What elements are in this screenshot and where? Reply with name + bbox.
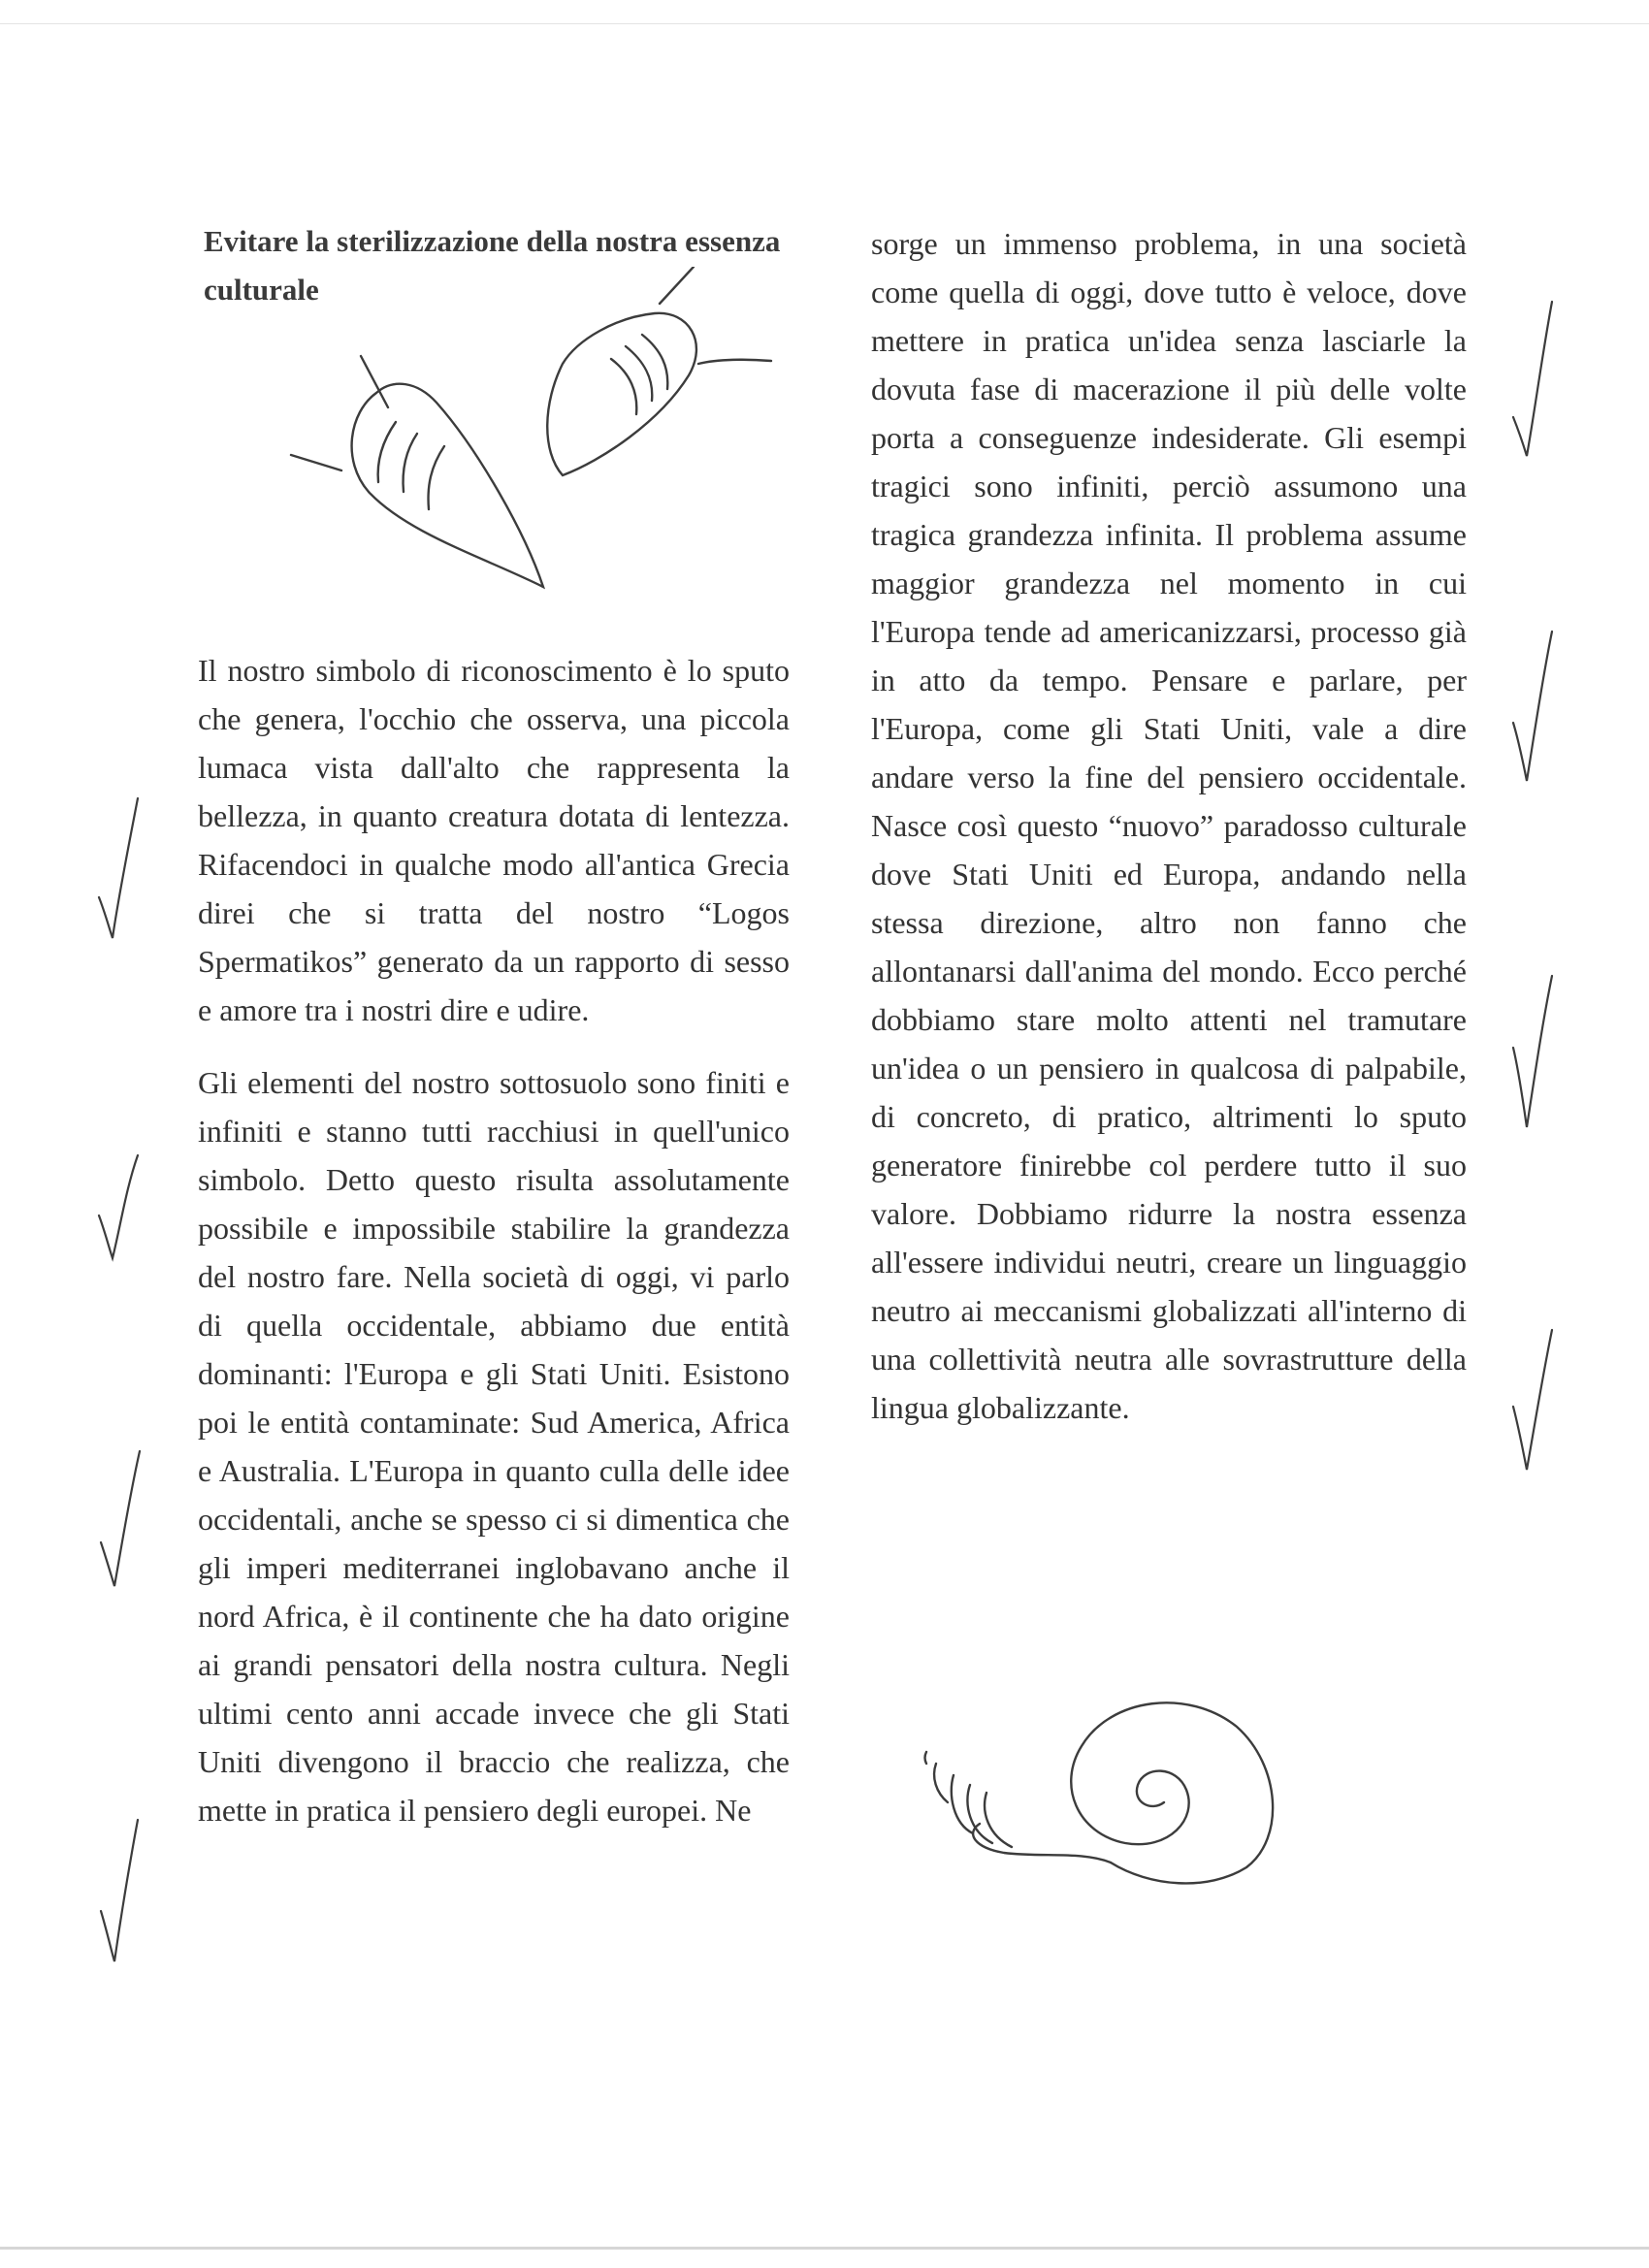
- check-mark-icon: [97, 1814, 146, 1969]
- article-heading: Evitare la sterilizzazione della nostra essenza culturale: [204, 224, 781, 307]
- check-mark-icon: [1509, 296, 1558, 461]
- paragraph-intro: Il nostro simbolo di riconoscimento è lo sputo che genera, l'occhio che osserva, una piccola lumaca vista dall'alto che rappresenta la bellezza, in quanto creatura dotata di lentezza. Rifacendoci in qualche modo all'antica Grecia direi che si tratta del nostro “Logos Spermatikos” generato da un rapporto di sesso e amore tra i nostri dire e udire.: [198, 653, 790, 1027]
- scan-bottom-edge: [0, 2247, 1649, 2250]
- paragraph-problem: sorge un immenso problema, in una società come quella di oggi, dove tutto è veloce, dove mettere in pratica un'idea senza lasciarle la dovuta fase di macerazione il più delle volte porta a conseguenze indesiderate. Gli esempi tragici sono infiniti, perciò assumono una tragica grandezza infinita. Il problema assume maggior grandezza nel momento in cui l'Europa tende ad americanizzarsi, processo già in atto da tempo. Pensare e parlare, per l'Europa, come gli Stati Uniti, vale a dire andare verso la fine del pensiero occidentale. Nasce così questo “nuovo” paradosso culturale dove Stati Uniti ed Europa, andando nella stessa direzione, altro non fanno che allontanarsi dall'anima del mondo. Ecco perché dobbiamo stare molto attenti nel tramutare un'idea o un pensiero in qualcosa di palpabile, di concreto, di pratico, altrimenti lo sputo generatore finirebbe col perdere tutto il suo valore. Dobbiamo ridurre la nostra essenza all'essere individui neutri, creare un linguaggio neutro ai meccanismi globalizzati all'interno di una collettività neutra alle sovrastrutture della lingua globalizzante.: [871, 226, 1467, 1425]
- snail-spiral-illustration: [897, 1688, 1285, 1911]
- scan-top-edge: [0, 23, 1649, 24]
- seeds-illustration: [281, 267, 786, 601]
- left-column: [198, 646, 790, 1834]
- check-mark-icon: [1509, 970, 1558, 1135]
- check-mark-icon: [1509, 626, 1558, 791]
- check-mark-icon: [1509, 1324, 1558, 1479]
- check-mark-icon: [95, 1150, 144, 1266]
- paragraph-elements: Gli elementi del nostro sottosuolo sono finiti e infiniti e stanno tutti racchiusi in quell'unico simbolo. Detto questo risulta assolutamente possibile e impossibile stabilire la grandezza del nostro fare. Nella società di oggi, vi parlo di quella occidentale, abbiamo due entità dominanti: l'Europa e gli Stati Uniti. Esistono poi le entità contaminate: Sud America, Africa e Australia. L'Europa in quanto culla delle idee occidentali, anche se spesso ci si dimentica che gli imperi mediterranei inglobavano anche il nord Africa, è il continente che ha dato origine ai grandi pensatori della nostra cultura. Negli ultimi cento anni accade invece che gli Stati Uniti divengono il braccio che realizza, che mette in pratica il pensiero degli europei. Ne: [198, 1065, 790, 1828]
- right-column: [871, 219, 1467, 1432]
- check-mark-icon: [95, 791, 144, 946]
- check-mark-icon: [97, 1445, 146, 1591]
